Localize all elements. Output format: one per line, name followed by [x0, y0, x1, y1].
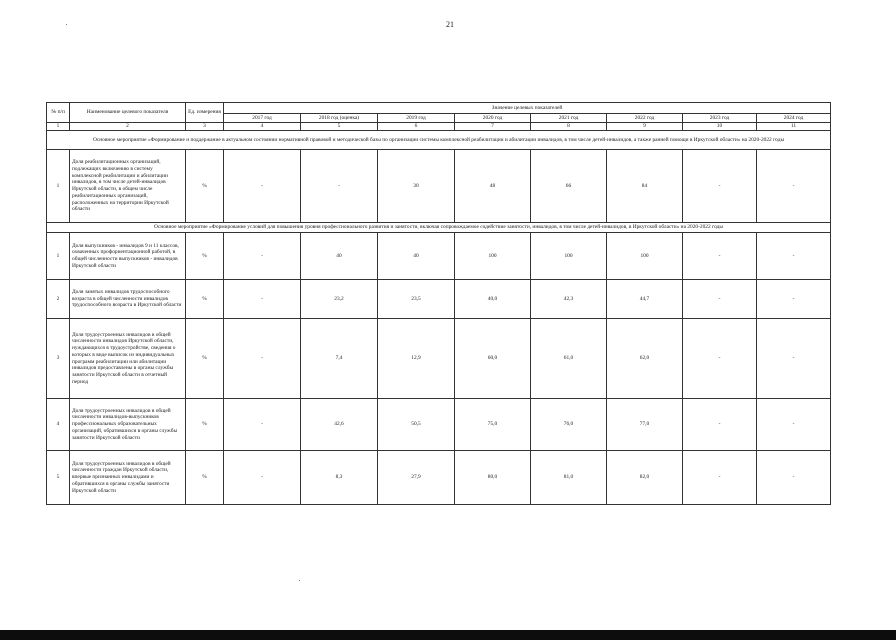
table-row	[47, 319, 831, 399]
section-title-row	[47, 131, 831, 150]
value-cell: 61,0	[531, 319, 607, 399]
column-index: 7	[455, 123, 531, 131]
unit-cell: %	[186, 150, 224, 223]
unit-cell: %	[186, 319, 224, 399]
value-cell: -	[301, 150, 378, 223]
scan-speck	[299, 580, 300, 581]
value-cell: 82,0	[607, 451, 683, 505]
value-cell: 75,0	[455, 399, 531, 451]
column-index: 11	[757, 123, 831, 131]
scan-edge-bar	[0, 630, 896, 640]
value-cell: -	[224, 233, 301, 280]
header-year: 2020 год	[455, 114, 531, 123]
unit-cell: %	[186, 280, 224, 319]
value-cell: 100	[607, 233, 683, 280]
value-cell: 77,0	[607, 399, 683, 451]
value-cell: 76,0	[531, 399, 607, 451]
value-cell: -	[224, 150, 301, 223]
column-index: 6	[378, 123, 455, 131]
value-cell: -	[683, 280, 757, 319]
column-index: 1	[47, 123, 70, 131]
column-index: 2	[70, 123, 186, 131]
value-cell: 42,6	[301, 399, 378, 451]
header-num: № п/п	[47, 103, 70, 123]
value-cell: 66	[531, 150, 607, 223]
value-cell: -	[224, 451, 301, 505]
value-cell: 80,0	[455, 451, 531, 505]
indicator-name: Доля занятых инвалидов трудоспособного возраста в общей численности инвалидов трудоспособного возраста в Иркутской области	[70, 280, 186, 319]
indicator-name: Доля реабилитационных организаций, подлежащих включению в систему комплексной реабилитации и абилитации инвалидов, в том числе детей-инвалидов Иркутской области, в общем числе реабилитационных организаций, расположенных на территории Иркутской области	[70, 150, 186, 223]
header-year: 2019 год	[378, 114, 455, 123]
value-cell: 30	[378, 150, 455, 223]
header-year: 2021 год	[531, 114, 607, 123]
value-cell: -	[683, 233, 757, 280]
section-title: Основное мероприятие «Формирование и поддержание в актуальном состоянии нормативной правовой и методической базы по организации системы комплексной реабилитации и абилитации инвалидов, в том числе детей-инвалидов, а также ранней помощи в Иркутской области» на 2020-2022 годы	[47, 131, 831, 150]
header-row	[47, 103, 831, 114]
value-cell: 50,5	[378, 399, 455, 451]
table-row	[47, 451, 831, 505]
value-cell: -	[757, 451, 831, 505]
value-cell: 60,0	[455, 319, 531, 399]
value-cell: 27,9	[378, 451, 455, 505]
section-title-row	[47, 223, 831, 233]
unit-cell: %	[186, 233, 224, 280]
value-cell: 40	[301, 233, 378, 280]
indicator-name: Доля трудоустроенных инвалидов в общей численности граждан Иркутской области, впервые признанных инвалидами и обратившихся в органы службы занятости Иркутской области	[70, 451, 186, 505]
column-index: 10	[683, 123, 757, 131]
value-cell: 84	[607, 150, 683, 223]
target-indicators-table	[46, 102, 831, 505]
header-year: 2022 год	[607, 114, 683, 123]
table-row	[47, 233, 831, 280]
column-index-row	[47, 123, 831, 131]
indicator-name: Доля выпускников - инвалидов 9 и 11 классов, охваченных профориентационной работой, в общей численности выпускников - инвалидов Иркутской области	[70, 233, 186, 280]
value-cell: 23,5	[378, 280, 455, 319]
column-index: 8	[531, 123, 607, 131]
header-year: 2018 год (оценка)	[301, 114, 378, 123]
value-cell: 62,0	[607, 319, 683, 399]
unit-cell: %	[186, 399, 224, 451]
value-cell: -	[683, 319, 757, 399]
header-year: 2023 год	[683, 114, 757, 123]
row-num: 4	[47, 399, 70, 451]
row-num: 1	[47, 150, 70, 223]
unit-cell: %	[186, 451, 224, 505]
column-index: 5	[301, 123, 378, 131]
table-row	[47, 399, 831, 451]
row-num: 2	[47, 280, 70, 319]
value-cell: 8,3	[301, 451, 378, 505]
value-cell: -	[683, 150, 757, 223]
value-cell: -	[757, 280, 831, 319]
value-cell: -	[757, 150, 831, 223]
table-row	[47, 280, 831, 319]
value-cell: -	[757, 233, 831, 280]
value-cell: 42,3	[531, 280, 607, 319]
indicator-name: Доля трудоустроенных инвалидов в общей численности инвалидов-выпускников профессиональных образовательных организаций, обратившихся в органы службы занятости Иркутской области	[70, 399, 186, 451]
column-index: 9	[607, 123, 683, 131]
page-number: 21	[446, 20, 454, 29]
value-cell: -	[757, 319, 831, 399]
value-cell: 12,9	[378, 319, 455, 399]
value-cell: -	[224, 280, 301, 319]
header-name: Наименование целевого показателя	[70, 103, 186, 123]
column-index: 4	[224, 123, 301, 131]
value-cell: 81,0	[531, 451, 607, 505]
header-year: 2017 год	[224, 114, 301, 123]
value-cell: -	[683, 399, 757, 451]
value-cell: 100	[455, 233, 531, 280]
value-cell: -	[224, 319, 301, 399]
table-row	[47, 150, 831, 223]
header-unit: Ед. измерения	[186, 103, 224, 123]
section-title: Основное мероприятие «Формирование условий для повышения уровня профессионального развития и занятости, включая сопровождаемое содействие занятости, инвалидов, в том числе детей-инвалидов, в Иркутской области» на 2020-2022 годы	[47, 223, 831, 233]
value-cell: 48	[455, 150, 531, 223]
value-cell: 40,0	[455, 280, 531, 319]
indicator-name: Доля трудоустроенных инвалидов в общей численности инвалидов Иркутской области, нуждающихся в трудоустройстве, сведения о которых в виде выписок из индивидуальных программ реабилитации или абилитации инвалидов предоставлены в органы службы занятости Иркутской области в отчетный период	[70, 319, 186, 399]
row-num: 1	[47, 233, 70, 280]
value-cell: 100	[531, 233, 607, 280]
value-cell: 7,4	[301, 319, 378, 399]
value-cell: 23,2	[301, 280, 378, 319]
header-year: 2024 год	[757, 114, 831, 123]
header-values-group: Значение целевых показателей	[224, 103, 831, 114]
row-num: 5	[47, 451, 70, 505]
value-cell: -	[683, 451, 757, 505]
scan-speck	[66, 24, 67, 25]
row-num: 3	[47, 319, 70, 399]
column-index: 3	[186, 123, 224, 131]
value-cell: -	[224, 399, 301, 451]
value-cell: -	[757, 399, 831, 451]
value-cell: 44,7	[607, 280, 683, 319]
value-cell: 40	[378, 233, 455, 280]
